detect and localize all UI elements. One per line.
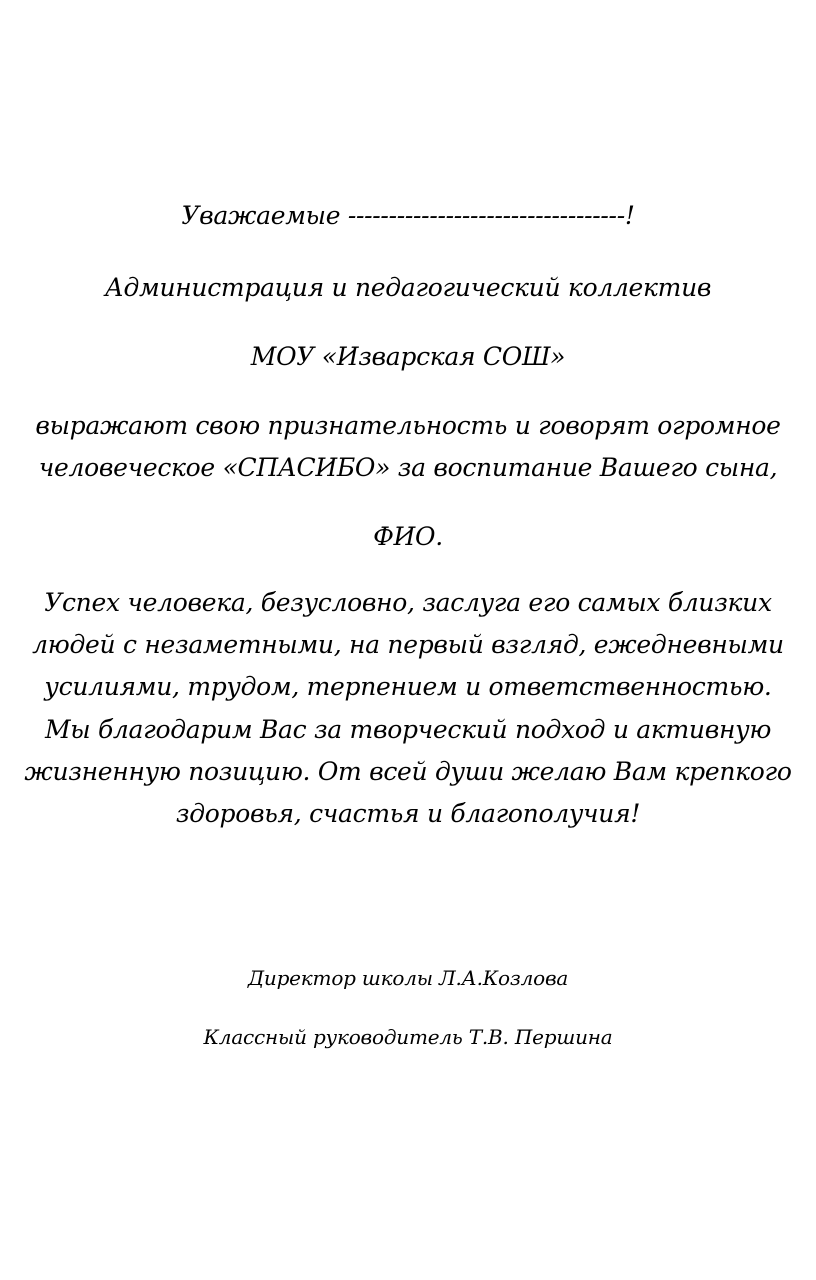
body-line-4: Мы благодарим Вас за творческий подход и активную [44, 715, 772, 744]
school-name: МОУ «Изварская СОШ» [250, 342, 566, 371]
body-line-2: людей с незаметными, на первый взгляд, ежедневными [32, 630, 784, 659]
body-line-3: усилиями, трудом, терпением и ответственностью. [44, 672, 772, 701]
body-line-5: жизненную позицию. От всей души желаю Вам крепкого [24, 757, 792, 786]
class-teacher-signature: Классный руководитель Т.В. Першина [203, 1025, 613, 1049]
administration-line: Администрация и педагогический коллектив [104, 273, 712, 302]
student-name: ФИО. [373, 522, 443, 551]
body-line-6: здоровья, счастья и благополучия! [175, 799, 641, 828]
body-line-1: Успех человека, безусловно, заслуга его самых близких [44, 588, 772, 617]
greeting: Уважаемые ----------------------------------! [181, 201, 635, 230]
director-signature: Директор школы Л.А.Козлова [247, 966, 569, 990]
gratitude-line-2: человеческое «СПАСИБО» за воспитание Вашего сына, [38, 453, 778, 482]
gratitude-line-1: выражают свою признательность и говорят огромное [35, 411, 781, 440]
